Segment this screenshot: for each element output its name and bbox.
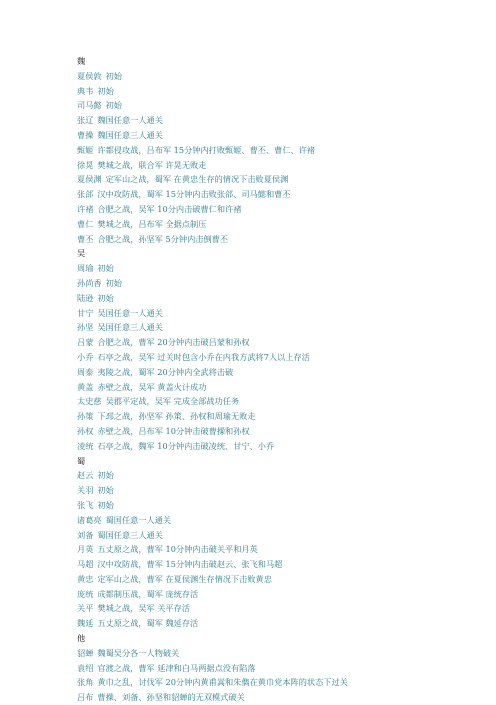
unlock-condition: 初始 [97, 292, 114, 303]
unlock-condition: 下邳之战，孙坚军 孙策、孙权和周瑜无败走 [97, 411, 256, 422]
character-entry [77, 232, 487, 247]
unlock-condition: 魏蜀吴分各一人物破关 [97, 647, 180, 658]
character-name: 关羽 [77, 485, 94, 496]
faction-heading: 蜀 [77, 455, 86, 466]
unlock-condition: 吴郡平定战，吴军 完成全部战功任务 [105, 396, 240, 407]
character-entry [77, 98, 487, 113]
character-name: 貂蝉 [77, 647, 94, 658]
character-entry [77, 158, 487, 173]
character-name: 夏侯敦 [77, 70, 102, 81]
character-entry [77, 394, 487, 409]
character-entry [77, 483, 487, 498]
character-name: 张辽 [77, 115, 94, 126]
character-entry [77, 513, 487, 528]
unlock-condition: 夷陵之战，蜀军 20分钟内全武将击破 [97, 366, 234, 377]
unlock-condition: 魏国任意一人通关 [97, 115, 163, 126]
character-name: 孙策 [77, 411, 94, 422]
unlock-condition: 黄巾之乱，讨伐军 20分钟内黄甫嵩和朱儁在黄巾党本阵的状态下过关 [97, 677, 348, 688]
character-name: 甘宁 [77, 307, 94, 318]
unlock-condition: 石亭之战，魏军 10分钟内击破凌统、甘宁、小乔 [97, 440, 275, 451]
character-entry [77, 409, 487, 424]
character-name: 月英 [77, 544, 94, 555]
unlock-condition: 石亭之战，吴军 过关时包含小乔在内我方武将7人以上存活 [97, 351, 310, 362]
unlock-condition: 定军山之战，蜀军 在黄忠生存的情况下击败夏侯渊 [105, 174, 289, 185]
character-entry [77, 661, 487, 676]
character-name: 陆逊 [77, 292, 94, 303]
character-entry [77, 350, 487, 365]
character-name: 吕布 [77, 692, 94, 703]
character-name: 夏侯渊 [77, 174, 102, 185]
unlock-condition: 蜀国任意一人通关 [105, 514, 172, 525]
character-entry [77, 84, 487, 99]
character-entry [77, 143, 487, 158]
unlock-condition: 许都侵攻战，吕布军 15分钟内打败甄姬、曹丕、曹仁、许褚 [97, 144, 316, 155]
character-entry [77, 572, 487, 587]
unlock-condition: 魏国任意三人通关 [97, 129, 163, 140]
document-body [77, 54, 487, 705]
character-name: 徐晃 [77, 159, 94, 170]
character-name: 关平 [77, 603, 94, 614]
character-name: 黄盖 [77, 381, 94, 392]
unlock-condition: 五丈原之战，蜀军 魏延存活 [97, 618, 199, 629]
character-entry [77, 498, 487, 513]
unlock-condition: 初始 [105, 100, 122, 111]
character-entry [77, 439, 487, 454]
unlock-condition: 汉中攻防战，蜀军 15分钟内击败张郃、司马懿和曹丕 [97, 189, 291, 200]
character-entry [77, 276, 487, 291]
character-entry [77, 291, 487, 306]
character-entry [77, 306, 487, 321]
unlock-condition: 蜀国任意三人通关 [97, 529, 163, 540]
character-entry [77, 217, 487, 232]
character-name: 魏延 [77, 618, 94, 629]
unlock-condition: 初始 [105, 70, 122, 81]
character-entry [77, 202, 487, 217]
unlock-condition: 赤壁之战，吴军 黄盖火计成功 [97, 381, 207, 392]
character-name: 小乔 [77, 351, 94, 362]
unlock-condition: 初始 [97, 499, 114, 510]
character-name: 刘备 [77, 529, 94, 540]
faction-heading: 他 [77, 633, 86, 644]
character-name: 张飞 [77, 499, 94, 510]
unlock-condition: 成都制压战，蜀军 庞统存活 [97, 588, 199, 599]
character-entry [77, 261, 487, 276]
unlock-condition: 初始 [105, 277, 122, 288]
character-entry [77, 675, 487, 690]
unlock-condition: 合肥之战，吴军 10分内击破曹仁和许褚 [97, 203, 242, 214]
character-name: 太史慈 [77, 396, 102, 407]
character-entry [77, 528, 487, 543]
character-name: 曹丕 [77, 233, 94, 244]
character-entry [77, 113, 487, 128]
unlock-condition: 樊城之战，吴军 关平存活 [97, 603, 191, 614]
unlock-condition: 樊城之战，吕布军 全据点制压 [97, 218, 207, 229]
unlock-condition: 赤壁之战，吕布军 10分钟击破曹操和孙权 [97, 425, 250, 436]
character-name: 典韦 [77, 85, 94, 96]
character-entry [77, 587, 487, 602]
character-name: 马超 [77, 559, 94, 570]
character-name: 袁绍 [77, 662, 94, 673]
character-name: 曹操 [77, 129, 94, 140]
character-name: 凌统 [77, 440, 94, 451]
character-entry [77, 424, 487, 439]
unlock-condition: 初始 [97, 485, 114, 496]
character-name: 张郃 [77, 189, 94, 200]
unlock-condition: 定军山之战，曹军 在夏侯渊生存情况下击败黄忠 [97, 573, 272, 584]
unlock-condition: 樊城之战，联合军 许晃无败走 [97, 159, 207, 170]
character-name: 诸葛亮 [77, 514, 102, 525]
character-name: 孙权 [77, 425, 94, 436]
character-entry [77, 320, 487, 335]
unlock-condition: 汉中攻防战，曹军 15分钟内击破赵云、张飞和马超 [97, 559, 283, 570]
character-entry [77, 557, 487, 572]
character-entry [77, 601, 487, 616]
character-name: 许褚 [77, 203, 94, 214]
character-name: 黄忠 [77, 573, 94, 584]
unlock-condition: 初始 [97, 470, 114, 481]
character-name: 司马懿 [77, 100, 102, 111]
character-entry [77, 690, 487, 705]
character-entry [77, 542, 487, 557]
character-name: 周瑜 [77, 263, 94, 274]
unlock-condition: 合肥之战，曹军 20分钟内击破吕蒙和孙权 [97, 337, 250, 348]
character-name: 周泰 [77, 366, 94, 377]
character-entry [77, 646, 487, 661]
unlock-condition: 初始 [97, 263, 114, 274]
unlock-condition: 吴国任意一人通关 [97, 307, 163, 318]
character-entry [77, 616, 487, 631]
character-entry [77, 128, 487, 143]
faction-heading: 魏 [77, 56, 86, 66]
unlock-condition: 曹操、刘备、孙坚和貂蝉的无双模式破关 [97, 692, 245, 703]
character-name: 孙尚香 [77, 277, 102, 288]
character-name: 庞统 [77, 588, 94, 599]
faction-heading: 吴 [77, 248, 86, 259]
character-name: 孙坚 [77, 322, 94, 333]
character-entry [77, 380, 487, 395]
character-entry [77, 468, 487, 483]
character-entry [77, 187, 487, 202]
character-name: 甄姬 [77, 144, 94, 155]
character-entry [77, 365, 487, 380]
unlock-condition: 初始 [97, 85, 114, 96]
character-entry [77, 69, 487, 84]
character-name: 吕蒙 [77, 337, 94, 348]
unlock-condition: 吴国任意三人通关 [97, 322, 163, 333]
character-entry [77, 172, 487, 187]
unlock-condition: 官渡之战，曹军 延津和白马两据点没有陷落 [97, 662, 256, 673]
unlock-condition: 合肥之战，孙坚军 5分钟内击倒曹丕 [97, 233, 229, 244]
character-name: 张角 [77, 677, 94, 688]
character-entry [77, 335, 487, 350]
character-name: 曹仁 [77, 218, 94, 229]
character-name: 赵云 [77, 470, 94, 481]
unlock-condition: 五丈原之战，曹军 10分钟内击破关平和月英 [97, 544, 258, 555]
